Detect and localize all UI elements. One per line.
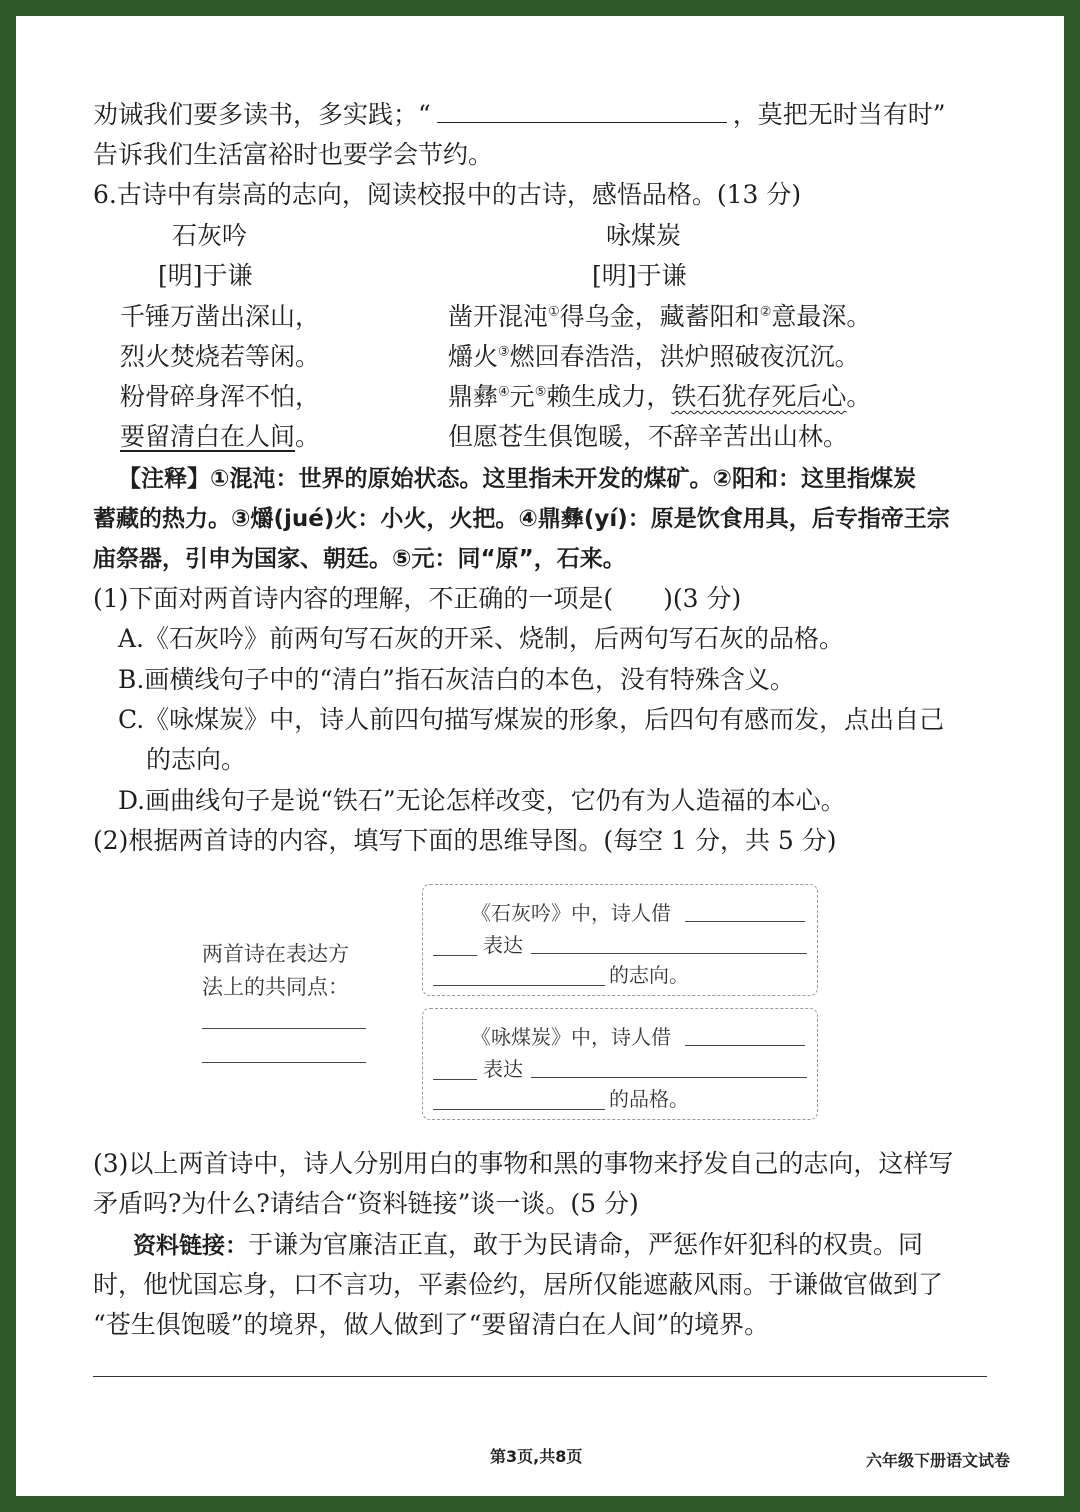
poem2-line-1: 凿开混沌①得乌金，藏蓄阳和②意最深。 bbox=[448, 302, 872, 331]
q3-line-1: (3)以上两首诗中，诗人分别用白的事物和黑的事物来抒发自己的志向，这样写 bbox=[93, 1149, 954, 1178]
mindmap-left-blank-1[interactable] bbox=[202, 1028, 366, 1029]
mindmap-box-yongmeitan: 《咏煤炭》中，诗人借 表达 的品格。 bbox=[422, 1008, 818, 1120]
poem2-author: [明]于谦 bbox=[592, 261, 687, 290]
notes-line-3: 庙祭器，引申为国家、朝廷。⑤元：同“原”，石来。 bbox=[93, 546, 626, 572]
poem1-title: 石灰吟 bbox=[172, 221, 248, 250]
material-link-line-2: 时，他忧国忘身，口不言功，平素俭约，居所仅能遮蔽风雨。于谦做官做到了 bbox=[93, 1270, 944, 1299]
q3-line-2: 矛盾吗?为什么?请结合“资料链接”谈一谈。(5 分) bbox=[93, 1189, 639, 1218]
box2-blank-3[interactable] bbox=[531, 1077, 807, 1078]
q1-option-d[interactable]: D.画曲线句子是说“铁石”无论怎样改变，它仍有为人造福的本心。 bbox=[118, 786, 846, 815]
notes-line-1: 【注释】①混沌：世界的原始状态。这里指未开发的煤矿。②阳和：这里指煤炭 bbox=[118, 466, 916, 492]
answer-blank[interactable] bbox=[437, 100, 727, 123]
material-link-line-1: 资料链接：于谦为官廉洁正直，敢于为民请命，严惩作奸犯科的权贵。同 bbox=[133, 1230, 924, 1259]
box2-blank-2[interactable] bbox=[433, 1079, 477, 1080]
poem2-line-3: 鼎彝④元⑤赖生成力，铁石犹存死后心。 bbox=[448, 382, 872, 411]
mindmap-left-blank-2[interactable] bbox=[202, 1062, 366, 1063]
material-link-line-3: “苍生俱饱暖”的境界，做人做到了“要留清白在人间”的境界。 bbox=[93, 1310, 770, 1339]
poem1-author: [明]于谦 bbox=[158, 261, 253, 290]
mindmap-box-shihuiyin: 《石灰吟》中，诗人借 表达 的志向。 bbox=[422, 884, 818, 996]
notes-line-2: 蓄藏的热力。③爝(jué)火：小火，火把。④鼎彝(yí)：原是饮食用具，后专指帝王宗 bbox=[93, 506, 950, 532]
q1-option-c-cont: 的志向。 bbox=[146, 745, 247, 774]
underlined-sentence: 要留清白在人间 bbox=[120, 422, 296, 451]
q2-stem: (2)根据两首诗的内容，填写下面的思维导图。(每空 1 分，共 5 分) bbox=[93, 826, 837, 855]
q1-option-a[interactable]: A.《石灰吟》前两句写石灰的开采、烧制，后两句写石灰的品格。 bbox=[118, 624, 845, 653]
page-number: 第3页,共8页 bbox=[490, 1447, 583, 1466]
box1-blank-3[interactable] bbox=[531, 953, 807, 954]
mindmap-left-label: 两首诗在表达方 法上的共同点： bbox=[202, 942, 349, 999]
exam-title: 六年级下册语文试卷 bbox=[866, 1451, 1011, 1470]
box2-blank-4[interactable] bbox=[433, 1109, 605, 1110]
exam-page bbox=[16, 16, 1064, 1496]
poem1-line-2: 烈火焚烧若等闲。 bbox=[120, 342, 321, 371]
poem1-line-4: 要留清白在人间。 bbox=[120, 422, 321, 451]
poem1-line-3: 粉骨碎身浑不怕， bbox=[120, 382, 321, 411]
box1-blank-1[interactable] bbox=[685, 921, 805, 922]
poem2-title: 咏煤炭 bbox=[606, 221, 682, 250]
poem2-line-2: 爝火③燃回春浩浩，洪炉照破夜沉沉。 bbox=[448, 342, 860, 371]
intro-line-1: 劝诫我们要多读书，多实践；“ ，莫把无时当有时” bbox=[93, 100, 946, 129]
q1-option-c[interactable]: C.《咏煤炭》中，诗人前四句描写煤炭的形象，后四句有感而发，点出自己 bbox=[118, 705, 945, 734]
q1-option-b[interactable]: B.画横线句子中的“清白”指石灰洁白的本色，没有特殊含义。 bbox=[118, 665, 795, 694]
q1-stem: (1)下面对两首诗内容的理解，不正确的一项是( )(3 分) bbox=[93, 584, 742, 613]
material-link-label: 资料链接： bbox=[133, 1233, 248, 1259]
poem1-line-1: 千锤万凿出深山， bbox=[120, 302, 321, 331]
poem2-line-4: 但愿苍生俱饱暖，不辞辛苦出山林。 bbox=[448, 422, 849, 451]
question-6: 6.古诗中有崇高的志向，阅读校报中的古诗，感悟品格。(13 分) bbox=[93, 180, 802, 209]
box1-blank-2[interactable] bbox=[433, 955, 477, 956]
answer-line[interactable] bbox=[93, 1376, 987, 1377]
wavy-underlined-sentence: 铁石犹存死后心 bbox=[671, 382, 847, 411]
box2-blank-1[interactable] bbox=[685, 1045, 805, 1046]
box1-blank-4[interactable] bbox=[433, 985, 605, 986]
intro-line-2: 告诉我们生活富裕时也要学会节约。 bbox=[93, 140, 494, 169]
